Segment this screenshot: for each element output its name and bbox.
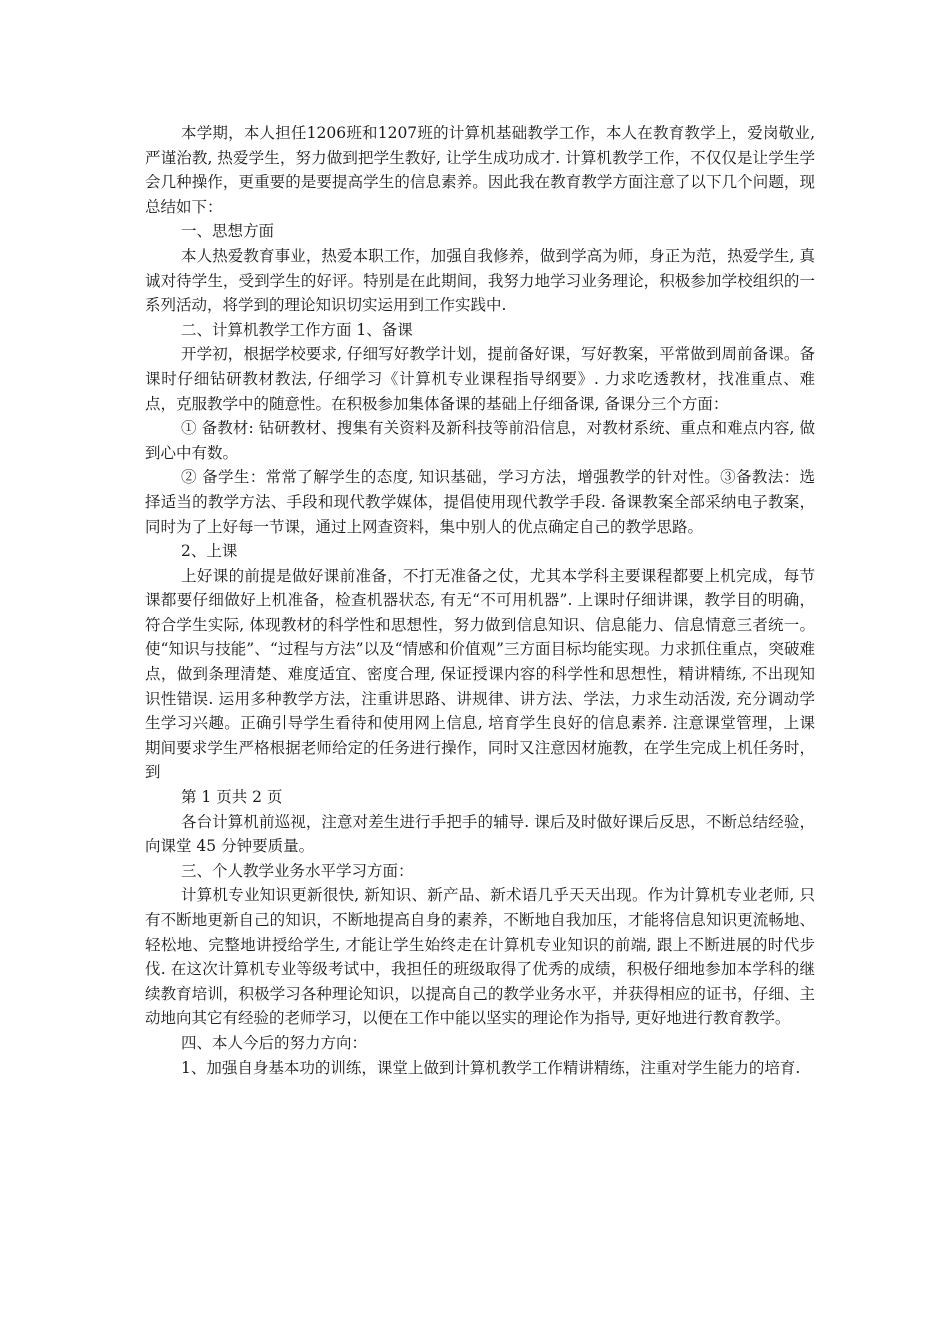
class-paragraph: 上好课的前提是做好课前准备，不打无准备之仗，尤其本学科主要课程都要上机完成，每节课都要仔细做好上机准备，检查机器状态, 有无“不可用机器”. 上课时仔细讲课，教学目的明确，符合学生实际, 体现教材的科学性和思想性，努力做到信息知识、信息能力、信息情意三者统一。使“知识与技能”、“过程与方法”以及“情感和价值观”三方面目标均能实现。力求抓住重点，突破难点，做到条理清楚、难度适宜、密度合理, 保证授课内容的科学性和思想性，精讲精练, 不出现知识性错误. 运用多种教学方法，注重讲思路、讲规律、讲方法、学法，力求生动活泼, 充分调动学生学习兴趣。正确引导学生看待和使用网上信息, 培育学生良好的信息素养. 注意课堂管理，上课期间要求学生严格根据老师给定的任务进行操作，同时又注意因材施教，在学生完成上机任务时，到 [145, 566, 815, 782]
section-heading-thought: 一、思想方面 [181, 222, 275, 241]
subheading-class: 2、上课 [181, 542, 238, 561]
prep-materials-paragraph: ① 备教材: 钻研教材、搜集有关资料及新科技等前沿信息，对教材系统、重点和难点内容, 做到心中有数。 [145, 419, 815, 462]
section-heading-study: 三、个人教学业务水平学习方面： [181, 861, 414, 880]
document-body [145, 121, 815, 1080]
study-paragraph: 计算机专业知识更新很快, 新知识、新产品、新术语几乎天天出现。作为计算机专业老师, 只有不断地更新自己的知识，不断地提高自身的素养，不断地自我加压，才能将信息知识更流畅地、轻松地、完整地讲授给学生, 才能让学生始终走在计算机专业知识的前端, 跟上不断进展的时代步伐. 在这次计算机专业等级考试中，我担任的班级取得了优秀的成绩，积极仔细地参加本学科的继续教育培训，积极学习各种理论知识，以提高自己的教学业务水平，并获得相应的证书，仔细、主动地向其它有经验的老师学习，以便在工作中能以坚实的理论作为指导, 更好地进行教育教学。 [145, 886, 815, 1028]
intro-paragraph: 本学期，本人担任1206班和1207班的计算机基础教学工作，本人在教育教学上，爱岗敬业, 严谨治教, 热爱学生，努力做到把学生教好, 让学生成功成才. 计算机教学工作，不仅仅是让学生学会几种操作，更重要的是要提高学生的信息素养。因此我在教育教学方面注意了以下几个问题，现总结如下： [145, 124, 815, 216]
section-heading-future: 四、本人今后的努力方向： [181, 1033, 368, 1052]
page-number: 第 1 页共 2 页 [181, 788, 283, 807]
class-continued-paragraph: 各台计算机前巡视，注意对差生进行手把手的辅导. 课后及时做好课后反思，不断总结经验，向课堂 45 分钟要质量。 [145, 812, 815, 856]
section-heading-teaching: 二、计算机教学工作方面 1、备课 [181, 320, 413, 339]
thought-paragraph: 本人热爱教育事业，热爱本职工作，加强自我修养，做到学高为师，身正为范，热爱学生, 真诚对待学生，受到学生的好评。特别是在此期间，我努力地学习业务理论，积极参加学校组织的一系列活动，将学到的理论知识切实运用到工作实践中. [145, 246, 815, 315]
prep-students-paragraph: ② 备学生：常常了解学生的态度, 知识基础，学习方法，增强教学的针对性。③备教法：选择适当的教学方法、手段和现代教学媒体，提倡使用现代教学手段. 备课教案全部采纳电子教案，同时为了上好每一节课，通过上网查资料，集中别人的优点确定自己的教学思路。 [145, 468, 815, 536]
lesson-prep-paragraph: 开学初，根据学校要求, 仔细写好教学计划，提前备好课，写好教案，平常做到周前备课。备课时仔细钻研教材教法, 仔细学习《计算机专业课程指导纲要》. 力求吃透教材，找准重点、难点，克服教学中的随意性。在积极参加集体备课的基础上仔细备课, 备课分三个方面： [145, 345, 815, 413]
future-item-1: 1、加强自身基本功的训练，课堂上做到计算机教学工作精讲精练，注重对学生能力的培育. [181, 1058, 801, 1077]
